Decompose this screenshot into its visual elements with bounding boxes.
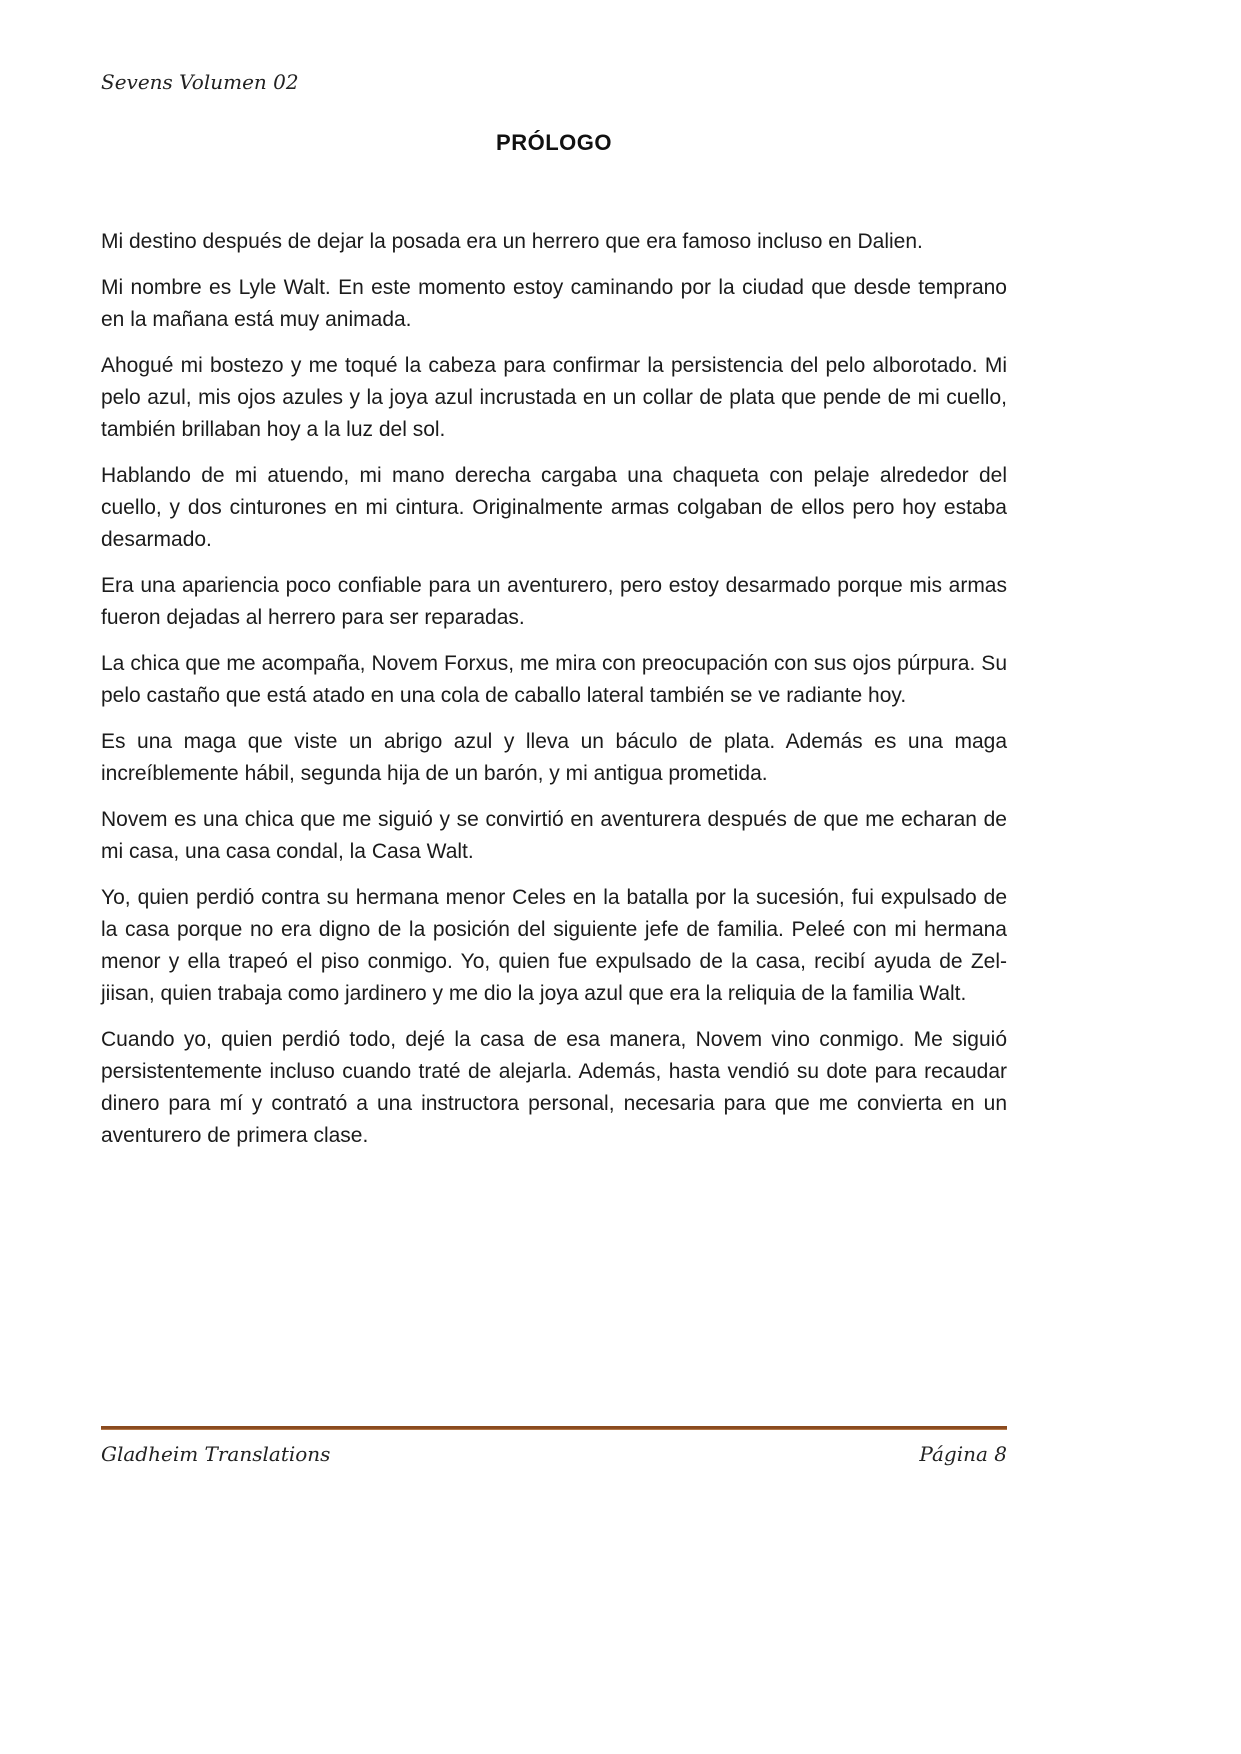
footer-left-text: Gladheim Translations — [101, 1442, 331, 1466]
paragraph: Yo, quien perdió contra su hermana menor Celes en la batalla por la sucesión, fui expulsado de la casa porque no era digno de la posición del siguiente jefe de familia. Peleé con mi hermana menor y ella trapeó el piso conmigo. Yo, quien fue expulsado de la casa, recibí ayuda de Zel-jiisan, quien trabaja como jardinero y me dio la joya azul que era la reliquia de la familia Walt. — [101, 886, 1007, 1005]
paragraph: Es una maga que viste un abrigo azul y lleva un báculo de plata. Además es una maga increíblemente hábil, segunda hija de un barón, y mi antigua prometida. — [101, 730, 1007, 785]
footer-page-number: Página 8 — [919, 1442, 1007, 1466]
paragraph: Era una apariencia poco confiable para un aventurero, pero estoy desarmado porque mis armas fueron dejadas al herrero para ser reparadas. — [101, 574, 1007, 629]
paragraph: La chica que me acompaña, Novem Forxus, me mira con preocupación con sus ojos púrpura. Su pelo castaño que está atado en una cola de caballo lateral también se ve radiante hoy. — [101, 652, 1007, 707]
document-body — [101, 226, 1007, 1166]
paragraph: Hablando de mi atuendo, mi mano derecha cargaba una chaqueta con pelaje alrededor del cuello, y dos cinturones en mi cintura. Originalmente armas colgaban de ellos pero hoy estaba desarmado. — [101, 464, 1007, 551]
footer-rule — [101, 1426, 1007, 1430]
paragraph: Mi nombre es Lyle Walt. En este momento estoy caminando por la ciudad que desde temprano en la mañana está muy animada. — [101, 276, 1007, 331]
footer-row — [101, 1442, 1007, 1466]
paragraph: Novem es una chica que me siguió y se convirtió en aventurera después de que me echaran de mi casa, una casa condal, la Casa Walt. — [101, 808, 1007, 863]
page-title: PRÓLOGO — [496, 130, 612, 155]
paragraph: Ahogué mi bostezo y me toqué la cabeza para confirmar la persistencia del pelo alborotado. Mi pelo azul, mis ojos azules y la joya azul incrustada en un collar de plata que pende de mi cuello, también brillaban hoy a la luz del sol. — [101, 354, 1007, 441]
page-footer — [101, 1426, 1007, 1466]
page-header: Sevens Volumen 02 — [101, 70, 299, 94]
paragraph: Cuando yo, quien perdió todo, dejé la casa de esa manera, Novem vino conmigo. Me siguió persistentemente incluso cuando traté de alejarla. Además, hasta vendió su dote para recaudar dinero para mí y contrató a una instructora personal, necesaria para que me convierta en un aventurero de primera clase. — [101, 1028, 1007, 1147]
paragraph: Mi destino después de dejar la posada era un herrero que era famoso incluso en Dalien. — [101, 230, 923, 253]
